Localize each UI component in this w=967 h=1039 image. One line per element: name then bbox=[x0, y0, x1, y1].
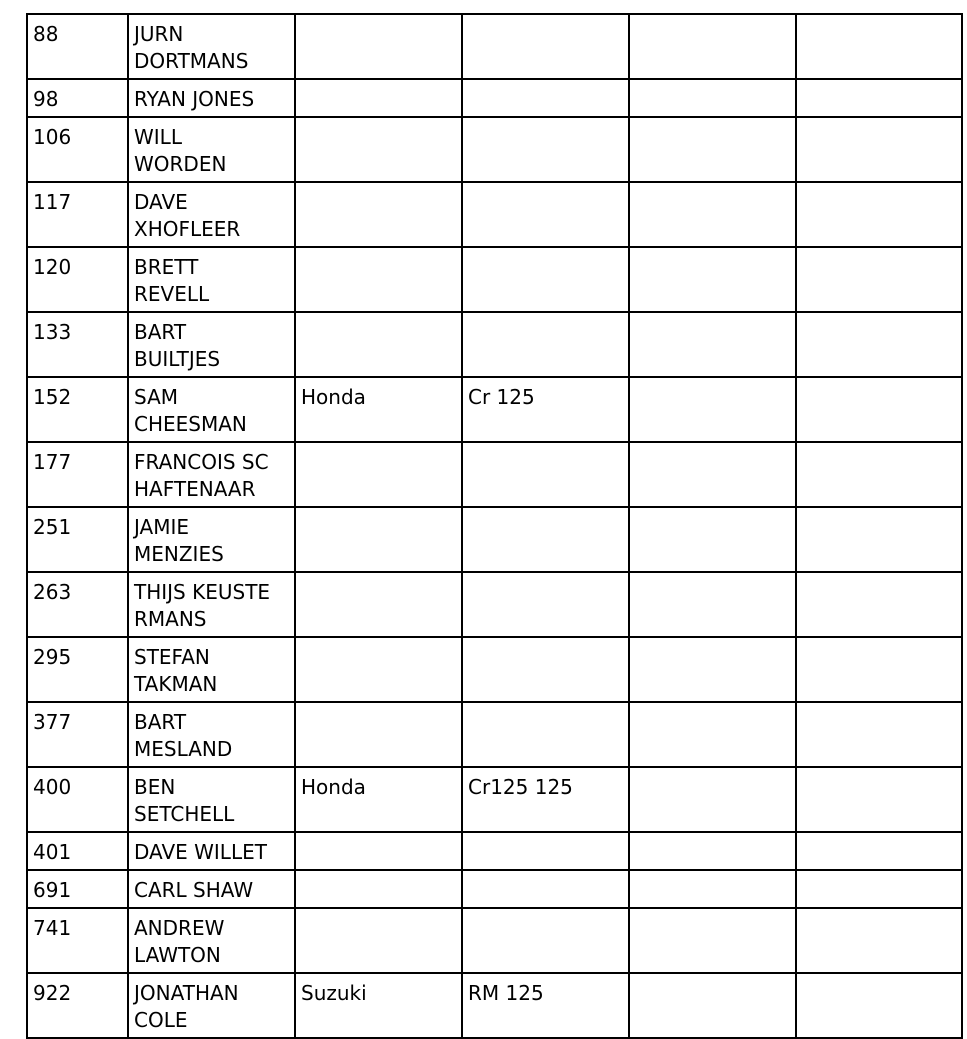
rider-number-cell: 106 bbox=[27, 117, 128, 182]
rider-name-cell: THIJS KEUSTE RMANS bbox=[128, 572, 295, 637]
empty-cell bbox=[796, 117, 962, 182]
empty-cell bbox=[629, 312, 796, 377]
rider-number-cell: 177 bbox=[27, 442, 128, 507]
table-row bbox=[27, 117, 962, 182]
bike-model-cell bbox=[462, 79, 629, 117]
empty-cell bbox=[629, 14, 796, 79]
rider-number-cell: 98 bbox=[27, 79, 128, 117]
empty-cell bbox=[629, 247, 796, 312]
table-row bbox=[27, 377, 962, 442]
empty-cell bbox=[629, 870, 796, 908]
bike-model-cell bbox=[462, 870, 629, 908]
rider-number-cell: 377 bbox=[27, 702, 128, 767]
empty-cell bbox=[796, 832, 962, 870]
rider-number-cell: 117 bbox=[27, 182, 128, 247]
bike-make-cell bbox=[295, 247, 462, 312]
bike-model-cell bbox=[462, 14, 629, 79]
rider-name-cell: BRETT REVELL bbox=[128, 247, 295, 312]
bike-model-cell bbox=[462, 832, 629, 870]
bike-model-cell bbox=[462, 507, 629, 572]
bike-make-cell bbox=[295, 572, 462, 637]
bike-make-cell: Suzuki bbox=[295, 973, 462, 1038]
bike-make-cell bbox=[295, 702, 462, 767]
rider-name-cell: BEN SETCHELL bbox=[128, 767, 295, 832]
empty-cell bbox=[796, 908, 962, 973]
bike-make-cell: Honda bbox=[295, 377, 462, 442]
rider-name-cell: WILL WORDEN bbox=[128, 117, 295, 182]
table-row bbox=[27, 442, 962, 507]
empty-cell bbox=[629, 377, 796, 442]
empty-cell bbox=[629, 117, 796, 182]
table-row bbox=[27, 572, 962, 637]
rider-name-cell: BART BUILTJES bbox=[128, 312, 295, 377]
table-row bbox=[27, 973, 962, 1038]
rider-number-cell: 263 bbox=[27, 572, 128, 637]
bike-model-cell bbox=[462, 572, 629, 637]
empty-cell bbox=[629, 702, 796, 767]
rider-entry-table bbox=[26, 13, 963, 1039]
rider-number-cell: 133 bbox=[27, 312, 128, 377]
empty-cell bbox=[796, 182, 962, 247]
table-row bbox=[27, 767, 962, 832]
empty-cell bbox=[796, 870, 962, 908]
table-row bbox=[27, 908, 962, 973]
rider-name-cell: JAMIE MENZIES bbox=[128, 507, 295, 572]
bike-make-cell bbox=[295, 14, 462, 79]
rider-name-cell: JONATHAN COLE bbox=[128, 973, 295, 1038]
bike-make-cell bbox=[295, 832, 462, 870]
bike-make-cell bbox=[295, 908, 462, 973]
empty-cell bbox=[796, 377, 962, 442]
empty-cell bbox=[629, 507, 796, 572]
bike-model-cell bbox=[462, 247, 629, 312]
bike-model-cell bbox=[462, 312, 629, 377]
empty-cell bbox=[796, 637, 962, 702]
empty-cell bbox=[629, 973, 796, 1038]
bike-make-cell bbox=[295, 637, 462, 702]
empty-cell bbox=[629, 908, 796, 973]
empty-cell bbox=[796, 702, 962, 767]
empty-cell bbox=[629, 79, 796, 117]
bike-model-cell bbox=[462, 442, 629, 507]
bike-make-cell: Honda bbox=[295, 767, 462, 832]
table-row bbox=[27, 247, 962, 312]
rider-number-cell: 251 bbox=[27, 507, 128, 572]
bike-model-cell: Cr 125 bbox=[462, 377, 629, 442]
empty-cell bbox=[629, 767, 796, 832]
rider-name-cell: STEFAN TAKMAN bbox=[128, 637, 295, 702]
rider-name-cell: CARL SHAW bbox=[128, 870, 295, 908]
empty-cell bbox=[796, 973, 962, 1038]
rider-number-cell: 400 bbox=[27, 767, 128, 832]
empty-cell bbox=[629, 637, 796, 702]
bike-make-cell bbox=[295, 507, 462, 572]
empty-cell bbox=[796, 79, 962, 117]
empty-cell bbox=[796, 442, 962, 507]
rider-name-cell: RYAN JONES bbox=[128, 79, 295, 117]
rider-number-cell: 152 bbox=[27, 377, 128, 442]
bike-make-cell bbox=[295, 312, 462, 377]
rider-number-cell: 691 bbox=[27, 870, 128, 908]
bike-make-cell bbox=[295, 117, 462, 182]
empty-cell bbox=[629, 442, 796, 507]
rider-number-cell: 741 bbox=[27, 908, 128, 973]
bike-model-cell: RM 125 bbox=[462, 973, 629, 1038]
table-row bbox=[27, 702, 962, 767]
bike-make-cell bbox=[295, 870, 462, 908]
table-row bbox=[27, 79, 962, 117]
rider-name-cell: DAVE WILLET bbox=[128, 832, 295, 870]
table-row bbox=[27, 182, 962, 247]
bike-make-cell bbox=[295, 79, 462, 117]
empty-cell bbox=[629, 182, 796, 247]
bike-make-cell bbox=[295, 442, 462, 507]
rider-entry-table-body bbox=[27, 14, 962, 1038]
table-row bbox=[27, 312, 962, 377]
table-row bbox=[27, 637, 962, 702]
empty-cell bbox=[796, 247, 962, 312]
bike-make-cell bbox=[295, 182, 462, 247]
empty-cell bbox=[796, 507, 962, 572]
bike-model-cell bbox=[462, 908, 629, 973]
empty-cell bbox=[796, 312, 962, 377]
rider-number-cell: 401 bbox=[27, 832, 128, 870]
empty-cell bbox=[796, 767, 962, 832]
bike-model-cell: Cr125 125 bbox=[462, 767, 629, 832]
rider-name-cell: FRANCOIS SC HAFTENAAR bbox=[128, 442, 295, 507]
bike-model-cell bbox=[462, 182, 629, 247]
rider-name-cell: SAM CHEESMAN bbox=[128, 377, 295, 442]
rider-number-cell: 120 bbox=[27, 247, 128, 312]
table-row bbox=[27, 14, 962, 79]
table-row bbox=[27, 832, 962, 870]
rider-name-cell: JURN DORTMANS bbox=[128, 14, 295, 79]
rider-name-cell: ANDREW LAWTON bbox=[128, 908, 295, 973]
table-row bbox=[27, 870, 962, 908]
empty-cell bbox=[796, 14, 962, 79]
rider-number-cell: 922 bbox=[27, 973, 128, 1038]
table-row bbox=[27, 507, 962, 572]
bike-model-cell bbox=[462, 117, 629, 182]
empty-cell bbox=[629, 832, 796, 870]
bike-model-cell bbox=[462, 702, 629, 767]
empty-cell bbox=[796, 572, 962, 637]
rider-name-cell: BART MESLAND bbox=[128, 702, 295, 767]
rider-number-cell: 88 bbox=[27, 14, 128, 79]
empty-cell bbox=[629, 572, 796, 637]
rider-name-cell: DAVE XHOFLEER bbox=[128, 182, 295, 247]
rider-number-cell: 295 bbox=[27, 637, 128, 702]
bike-model-cell bbox=[462, 637, 629, 702]
